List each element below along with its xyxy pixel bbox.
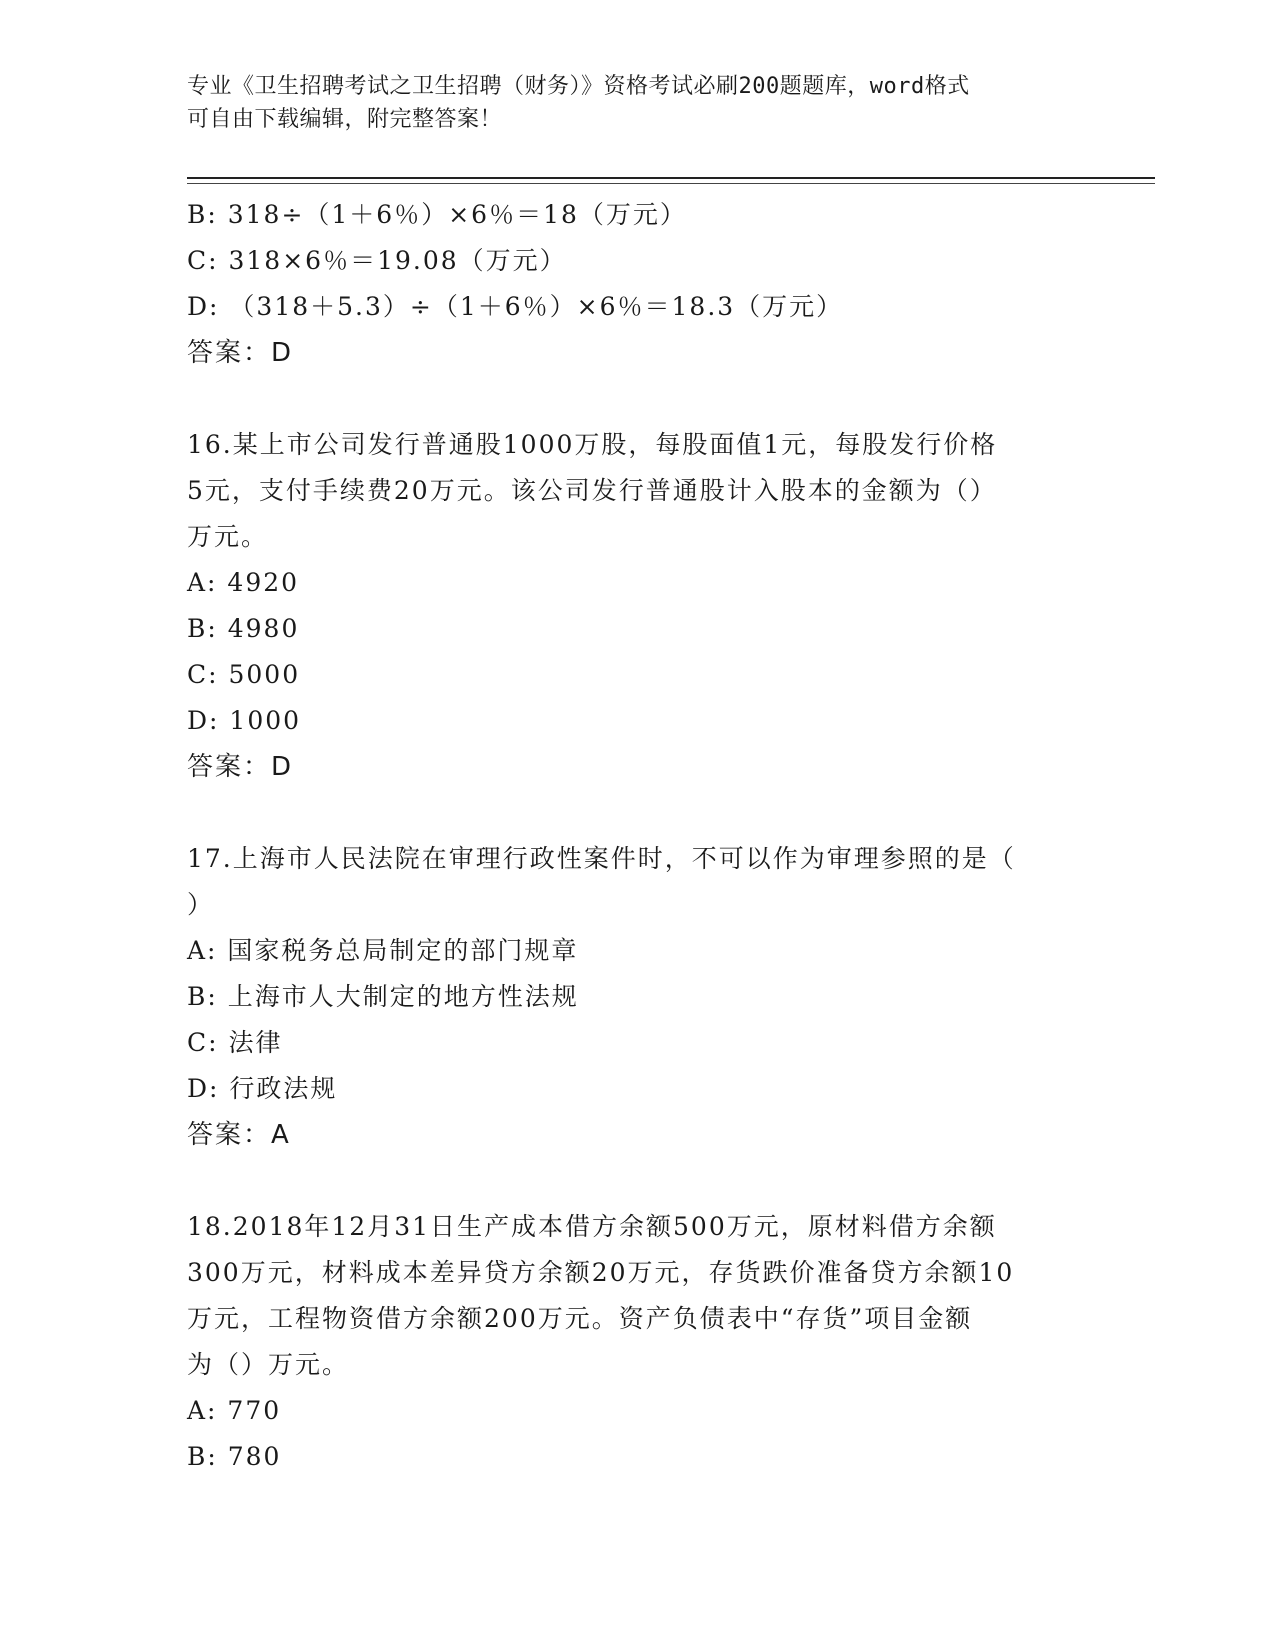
question-text-line: 300万元，材料成本差异贷方余额20万元，存货跌价准备贷方余额10 xyxy=(187,1258,1015,1287)
spacer xyxy=(187,1158,1087,1204)
question-text-line: 5元，支付手续费20万元。该公司发行普通股计入股本的金额为（） xyxy=(187,476,997,505)
header-divider-thick xyxy=(187,177,1155,179)
option-c: C: 318×6％＝19.08（万元） xyxy=(187,246,567,275)
option-d: D: 行政法规 xyxy=(187,1074,338,1103)
option-d: D: （318＋5.3）÷（1＋6％）×6％＝18.3（万元） xyxy=(187,292,844,321)
option-d: D: 1000 xyxy=(187,706,302,735)
spacer xyxy=(187,790,1087,836)
option-b: B: 780 xyxy=(187,1442,282,1471)
question-text-line: 17.上海市人民法院在审理行政性案件时，不可以作为审理参照的是（ xyxy=(187,844,1016,873)
option-b: B: 上海市人大制定的地方性法规 xyxy=(187,982,579,1011)
header-line-1: 专业《卫生招聘考试之卫生招聘（财务）》资格考试必刷200题题库，word格式 xyxy=(187,74,970,99)
option-b: B: 4980 xyxy=(187,614,300,643)
question-text-line: 16.某上市公司发行普通股1000万股，每股面值1元，每股发行价格 xyxy=(187,430,998,459)
spacer xyxy=(187,376,1087,422)
option-a: A: 4920 xyxy=(187,568,300,597)
answer: 答案：D xyxy=(187,338,294,368)
option-c: C: 5000 xyxy=(187,660,301,689)
question-15 xyxy=(187,192,1087,376)
question-17 xyxy=(187,836,1087,1158)
question-text-line: 万元，工程物资借方余额200万元。资产负债表中“存货”项目金额 xyxy=(187,1304,973,1333)
question-text-line: 18.2018年12月31日生产成本借方余额500万元，原材料借方余额 xyxy=(187,1212,997,1241)
option-a: A: 国家税务总局制定的部门规章 xyxy=(187,936,579,965)
answer: 答案：A xyxy=(187,1120,291,1150)
document-body xyxy=(187,192,1087,1480)
question-text-line: ） xyxy=(187,890,215,919)
question-18 xyxy=(187,1204,1087,1480)
option-c: C: 法律 xyxy=(187,1028,283,1057)
question-16 xyxy=(187,422,1087,790)
answer: 答案：D xyxy=(187,752,294,782)
question-text-line: 万元。 xyxy=(187,522,269,551)
header-divider-thin xyxy=(187,183,1155,184)
option-b: B: 318÷（1＋6％）×6％＝18（万元） xyxy=(187,200,687,229)
header-line-2: 可自由下载编辑，附完整答案！ xyxy=(187,107,503,132)
page-header xyxy=(187,70,1087,136)
option-a: A: 770 xyxy=(187,1396,282,1425)
question-text-line: 为（）万元。 xyxy=(187,1350,350,1379)
